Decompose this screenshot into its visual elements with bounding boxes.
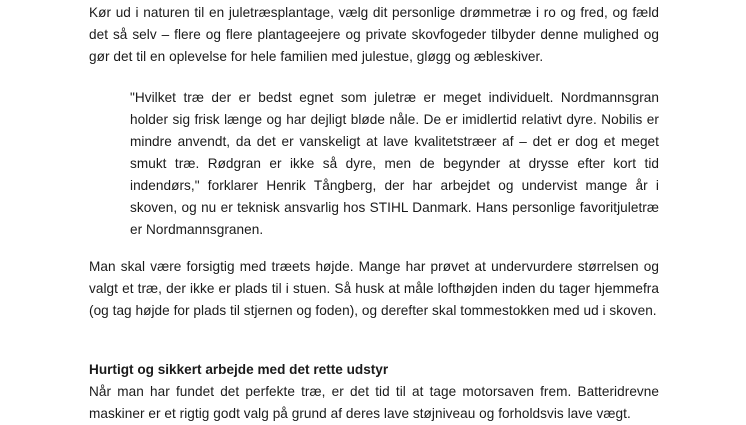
section-heading: Hurtigt og sikkert arbejde med det rette udstyr [89,362,389,377]
intro-paragraph: Kør ud i naturen til en juletræsplantage, vælg dit personlige drømmetræ i ro og fred, og fæld det så selv – flere og flere plantageejere og private skovfogeder tilbyder denne mulighed og gør det til en oplevelse for hele familien med julestue, gløgg og æbleskiver. [89,5,659,64]
body-paragraph-continued: Når man har fundet det perfekte træ, er det tid til at tage motorsaven frem. Batteridrevne maskiner er et rigtig godt valg på grund af deres lave støjniveau og forholdsvis lave vægt. [89,384,659,421]
quote-block: "Hvilket træ der er bedst egnet som juletræ er meget individuelt. Nordmannsgran holder sig frisk længe og har dejligt bløde nåle. De er imidlertid relativt dyre. Nobilis er mindre anvendt, da det er vanskeligt at lave kvalitetstræer af – det er dog et meget smukt træ. Rødgran er ikke så dyre, men de begynder at drysse efter kort tid indendørs," forklarer Henrik Tångberg, der har arbejdet og undervist mange år i skoven, og nu er teknisk ansvarlig hos STIHL Danmark. Hans personlige favoritjuletræ er Nordmannsgranen. [130,90,659,237]
body-paragraph: Man skal være forsigtig med træets højde. Mange har prøvet at undervurdere størrelsen og valgt et træ, der ikke er plads til i stuen. Så husk at måle lofthøjden inden du tager hjemmefra (og tag højde for plads til stjernen og foden), og derefter skal tommestokken med ud i skoven. [89,259,659,318]
